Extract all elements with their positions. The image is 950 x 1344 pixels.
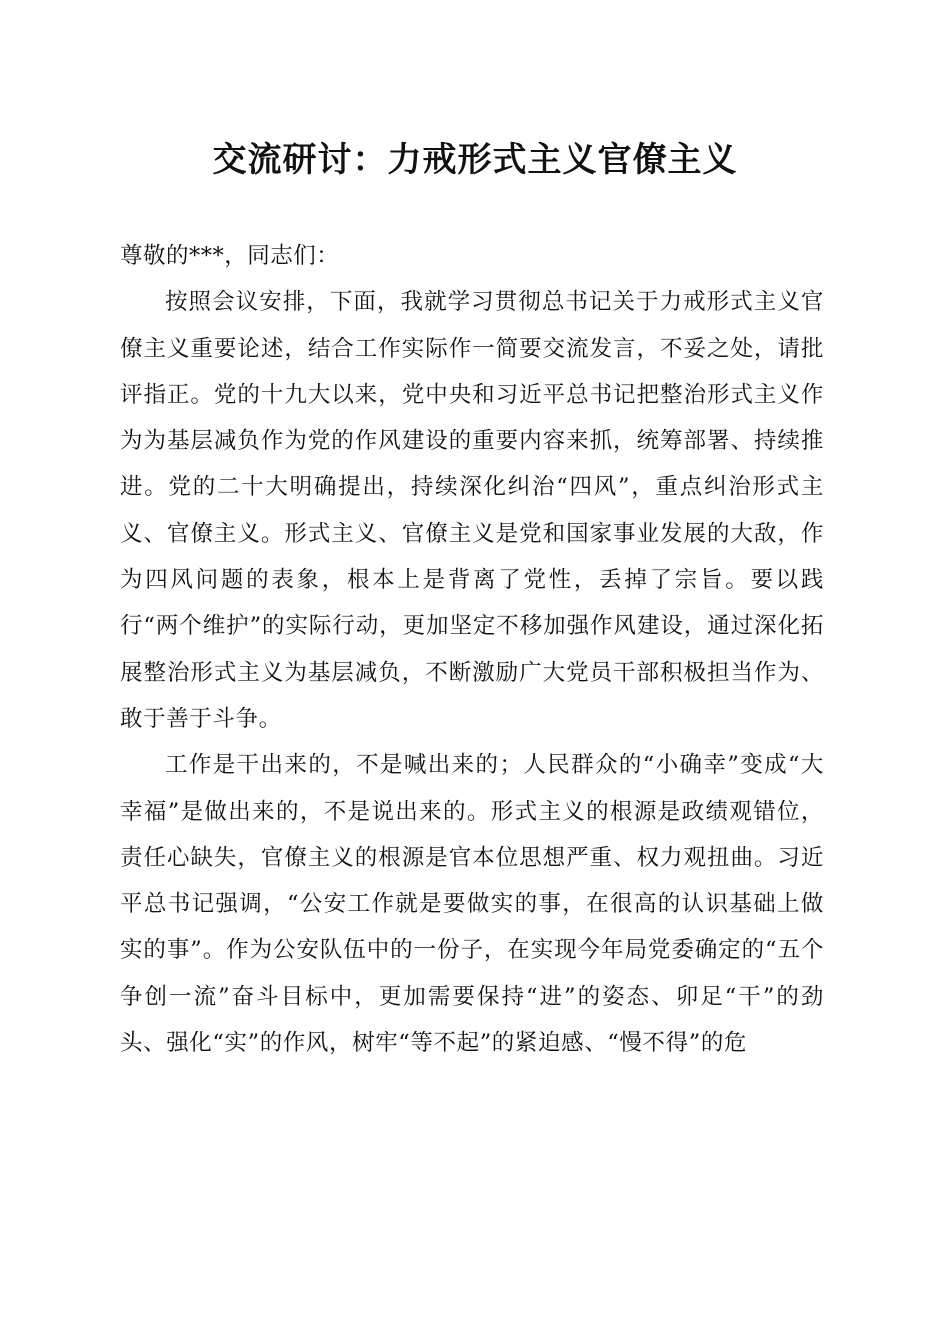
document-body <box>120 233 824 1066</box>
paragraph-2: 工作是干出来的，不是喊出来的；人民群众的“小确幸”变成“大幸福”是做出来的，不是说出来的。形式主义的根源是政绩观错位，责任心缺失，官僚主义的根源是官本位思想严重、权力观扭曲。习近平总书记强调，“公安工作就是要做实的事，在很高的认识基础上做实的事”。作为公安队伍中的一份子，在实现今年局党委确定的“五个争创一流”奋斗目标中，更加需要保持“进”的姿态、卯足“干”的劲头、强化“实”的作风，树牢“等不起”的紧迫感、“慢不得”的危 <box>120 752 824 1057</box>
salutation: 尊敬的***，同志们： <box>120 243 340 269</box>
document-title: 交流研讨：力戒形式主义官僚主义 <box>212 140 738 180</box>
paragraph-1: 按照会议安排，下面，我就学习贯彻总书记关于力戒形式主义官僚主义重要论述，结合工作实际作一简要交流发言，不妥之处，请批评指正。党的十九大以来，党中央和习近平总书记把整治形式主义作为为基层减负作为党的作风建设的重要内容来抓，统筹部署、持续推进。党的二十大明确提出，持续深化纠治“四风”，重点纠治形式主义、官僚主义。形式主义、官僚主义是党和国家事业发展的大敌，作为四风问题的表象，根本上是背离了党性，丢掉了宗旨。要以践行“两个维护”的实际行动，更加坚定不移加强作风建设，通过深化拓展整治形式主义为基层减负，不断激励广大党员干部积极担当作为、敢于善于斗争。 <box>120 289 824 732</box>
